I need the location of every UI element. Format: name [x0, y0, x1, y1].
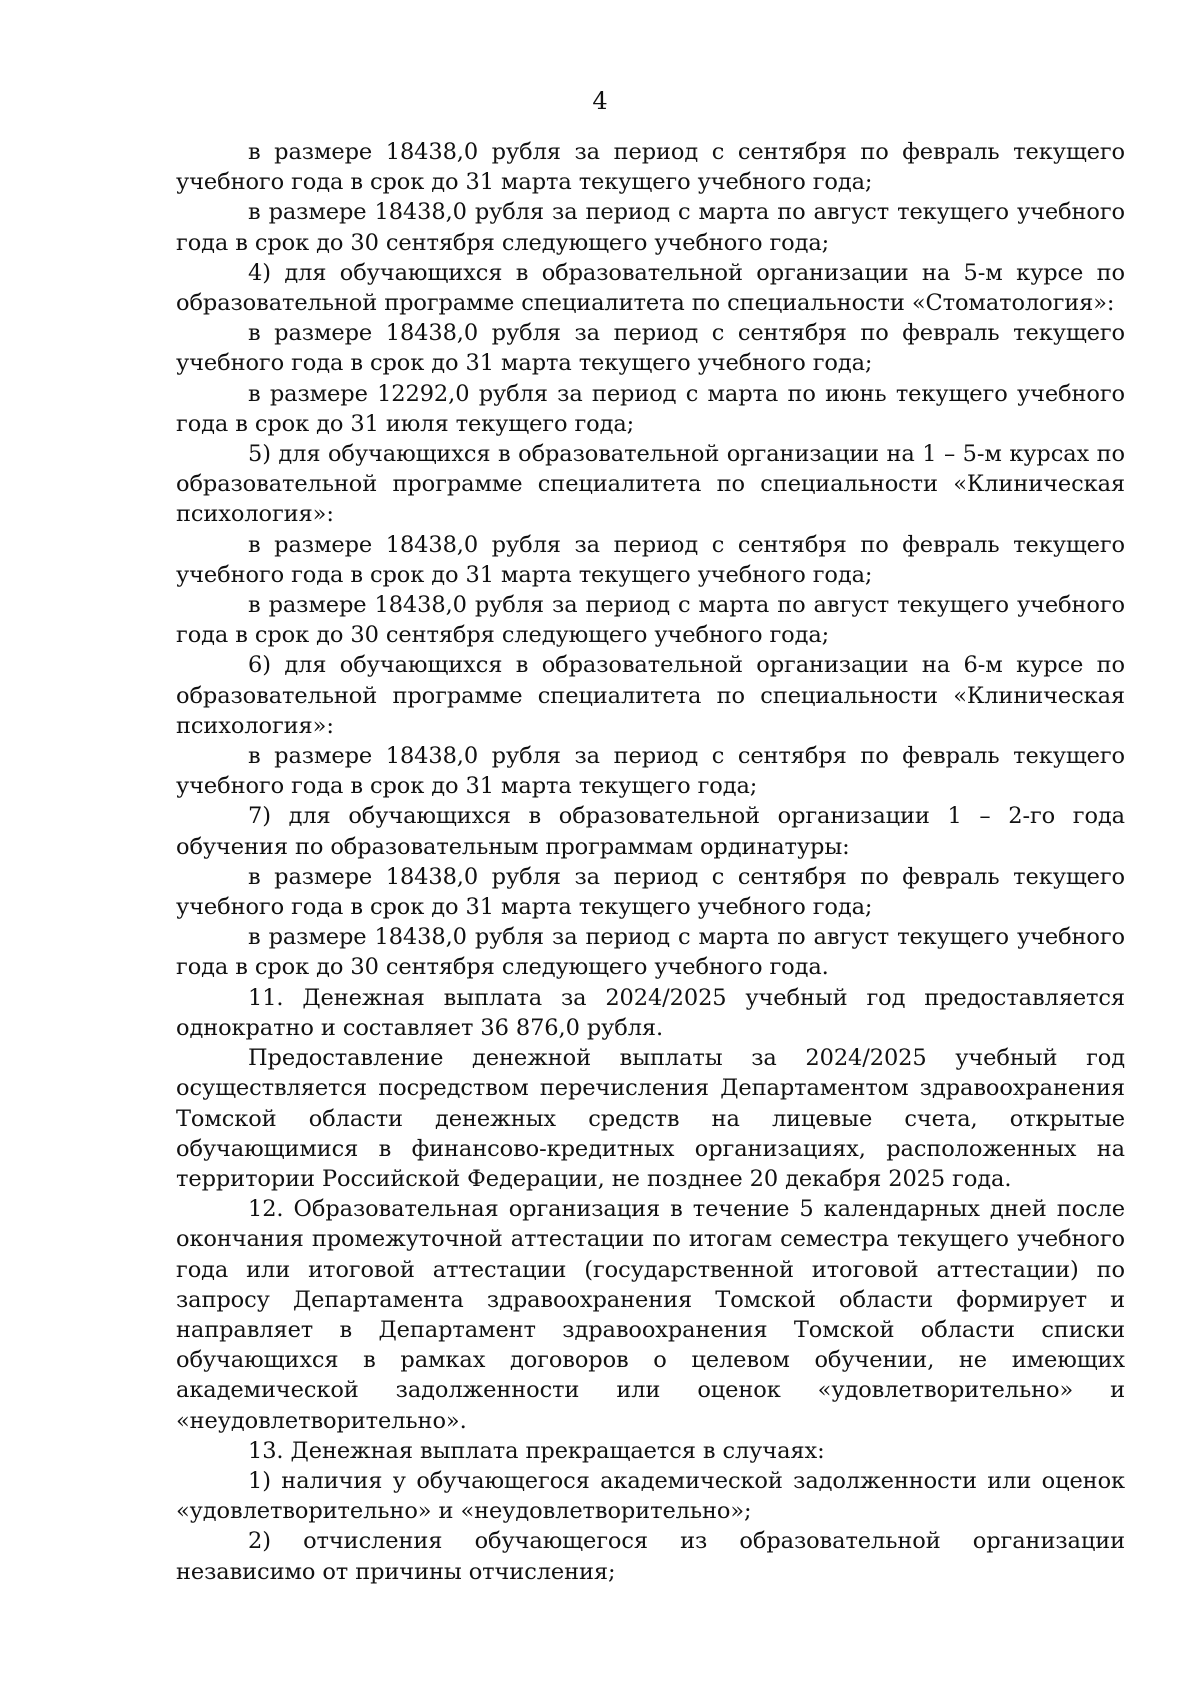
- paragraph: в размере 18438,0 рубля за период с марта по август текущего учебного года в срок до 30 сентября следующего учебного года;: [176, 199, 1125, 256]
- paragraph: в размере 18438,0 рубля за период с марта по август текущего учебного года в срок до 30 сентября следующего учебного года.: [176, 924, 1125, 981]
- paragraph: 1) наличия у обучающегося академической задолженности или оценок «удовлетворительно» и «неудовлетворительно»;: [176, 1467, 1125, 1525]
- paragraph: в размере 18438,0 рубля за период с сентября по февраль текущего учебного года в срок до 31 марта текущего учебного года;: [176, 531, 1125, 588]
- paragraph: 4) для обучающихся в образовательной организации на 5-м курсе по образовательной программе специалитета по специальности «Стоматология»:: [176, 259, 1125, 317]
- paragraph: в размере 18438,0 рубля за период с сентября по февраль текущего учебного года в срок до 31 марта текущего учебного года;: [176, 139, 1125, 196]
- paragraph: в размере 18438,0 рубля за период с сентября по февраль текущего учебного года в срок до 31 марта текущего учебного года;: [176, 863, 1125, 921]
- paragraph: 12. Образовательная организация в течение 5 календарных дней после окончания промежуточной аттестации по итогам семестра текущего учебного года или итоговой аттестации (государственной итоговой аттестации) по запросу Департамента здравоохранения Томской области формирует и направляет в Департамент здравоохранения Томской области списки обучающихся в рамках договоров о целевом обучении, не имеющих академической задолженности или оценок «удовлетворительно» и «неудовлетворительно».: [176, 1196, 1125, 1434]
- paragraph: 13. Денежная выплата прекращается в случаях:: [248, 1437, 825, 1464]
- page-number: 4: [592, 87, 608, 115]
- paragraph: в размере 18438,0 рубля за период с сентября по февраль текущего учебного года в срок до 31 марта текущего учебного года;: [176, 320, 1125, 377]
- paragraph: в размере 18438,0 рубля за период с сентября по февраль текущего учебного года в срок до 31 марта текущего года;: [176, 743, 1125, 800]
- document-body: [176, 137, 1125, 1587]
- paragraph: 5) для обучающихся в образовательной организации на 1 – 5-м курсах по образовательной программе специалитета по специальности «Клиническая психология»:: [176, 441, 1125, 528]
- paragraph: 7) для обучающихся в образовательной организации 1 – 2-го года обучения по образовательным программам ординатуры:: [176, 803, 1125, 860]
- paragraph: 2) отчисления обучающегося из образовательной организации независимо от причины отчисления;: [176, 1528, 1125, 1585]
- paragraph: Предоставление денежной выплаты за 2024/2025 учебный год осуществляется посредством перечисления Департаментом здравоохранения Томской области денежных средств на лицевые счета, открытые обучающимися в финансово-кредитных организациях, расположенных на территории Российской Федерации, не позднее 20 декабря 2025 года.: [176, 1045, 1125, 1192]
- paragraph: в размере 18438,0 рубля за период с марта по август текущего учебного года в срок до 30 сентября следующего учебного года;: [176, 592, 1125, 649]
- paragraph: 11. Денежная выплата за 2024/2025 учебный год предоставляется однократно и составляет 36 876,0 рубля.: [176, 984, 1125, 1041]
- paragraph: в размере 12292,0 рубля за период с марта по июнь текущего учебного года в срок до 31 июля текущего года;: [176, 380, 1125, 437]
- paragraph: 6) для обучающихся в образовательной организации на 6-м курсе по образовательной программе специалитета по специальности «Клиническая психология»:: [176, 652, 1125, 739]
